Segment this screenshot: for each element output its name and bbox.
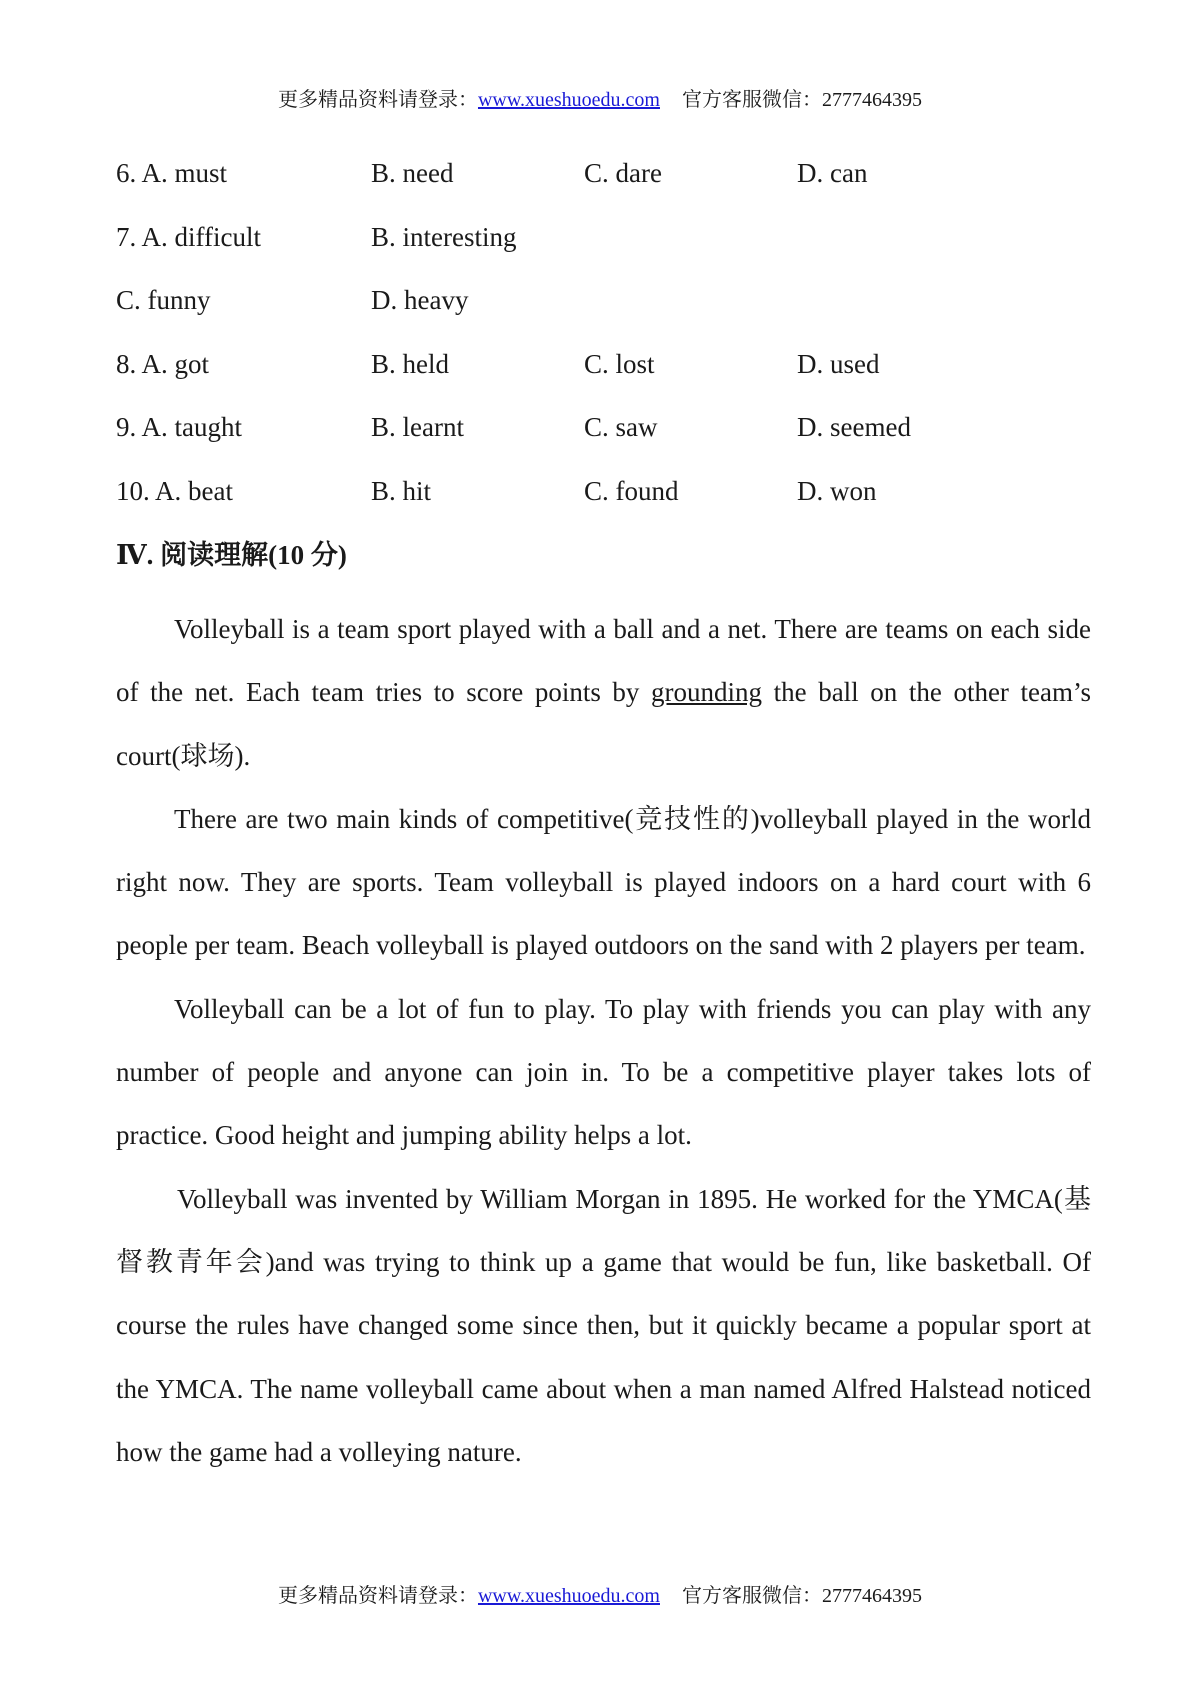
option-d: D. can <box>797 158 868 188</box>
option-b: B. learnt <box>371 412 464 442</box>
header-website-link[interactable]: www.xueshuoedu.com <box>477 89 660 111</box>
footer-service-contact: 官方客服微信：2777464395 <box>682 1585 922 1607</box>
option-d: D. heavy <box>371 285 469 315</box>
option-row-7 <box>116 218 1116 282</box>
option-b: B. interesting <box>371 221 517 252</box>
header-service-contact: 官方客服微信：2777464395 <box>682 89 922 111</box>
passage-paragraph-2: There are two main kinds of competitive(竞技性的)volleyball played in the world right now. They are sports. Team volleyball is played indoors on a hard court with 6 people per team. Beach volleyball is played outdoors on the sand with 2 players per team. <box>116 803 1091 961</box>
option-row-9 <box>116 408 1116 472</box>
header-prefix: 更多精品资料请登录： <box>277 89 478 111</box>
footer-prefix: 更多精品资料请登录： <box>277 1585 478 1607</box>
page-footer <box>0 1582 1200 1610</box>
option-c: C. found <box>584 475 679 506</box>
option-a: 8. A. got <box>116 348 210 379</box>
passage-paragraph-1 <box>116 598 1091 788</box>
option-a: 7. A. difficult <box>116 221 261 252</box>
paragraph-text: the ball on the other team’s court(球场). <box>116 677 1091 771</box>
option-d: D. used <box>797 348 880 379</box>
passage-paragraph-3: Volleyball can be a lot of fun to play. To play with friends you can play with any number of people and anyone can join in. To be a competitive player takes lots of practice. Good height and jumping ability helps a lot. <box>116 993 1091 1151</box>
option-row-8 <box>116 345 1116 409</box>
reading-passage <box>116 598 1091 1484</box>
option-c: C. dare <box>584 158 662 188</box>
option-row-6 <box>116 154 1116 218</box>
underlined-word: grounding <box>651 677 763 708</box>
passage-paragraph-4: Volleyball was invented by William Morgan in 1895. He worked for the YMCA(基督教青年会)and was trying to think up a game that would be fun, like basketball. Of course the rules have changed some since then, but it quickly became a popular sport at the YMCA. The name volleyball came about when a man named Alfred Halstead noticed how the game had a volleying nature. <box>116 1183 1091 1467</box>
option-a: 9. A. taught <box>116 412 242 442</box>
option-a: 10. A. beat <box>116 475 233 506</box>
option-a: 6. A. must <box>116 158 228 188</box>
section-heading: Ⅳ. 阅读理解(10 分) <box>116 540 347 570</box>
answer-options <box>116 154 1116 535</box>
option-b: B. held <box>371 348 449 379</box>
option-b: B. need <box>371 158 454 188</box>
page-header <box>0 86 1200 114</box>
option-row-10 <box>116 472 1116 536</box>
option-c: C. lost <box>584 348 655 379</box>
option-c: C. funny <box>116 285 211 315</box>
option-row-7-continued <box>116 281 1116 345</box>
option-d: D. seemed <box>797 412 911 442</box>
footer-website-link[interactable]: www.xueshuoedu.com <box>477 1585 660 1607</box>
option-c: C. saw <box>584 412 658 442</box>
option-d: D. won <box>797 475 877 506</box>
option-b: B. hit <box>371 475 432 506</box>
paragraph-text: Volleyball is a team sport played with a ball and a net. There are teams on each side of the net. Each team tries to score points by <box>116 614 1091 708</box>
